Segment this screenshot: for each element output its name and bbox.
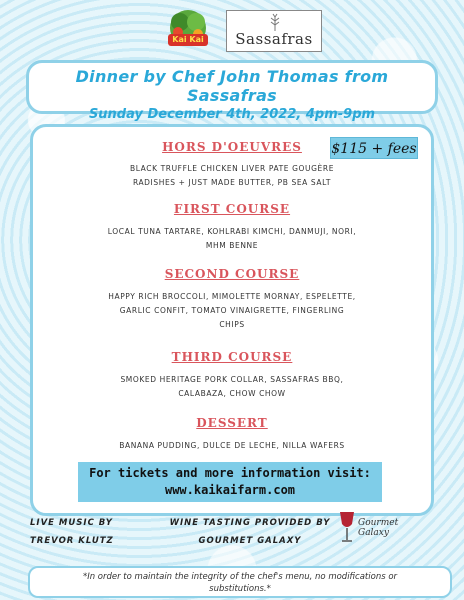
wine-tasting-provider: GOURMET GALAXY: [198, 536, 302, 546]
tickets-banner: [78, 462, 382, 502]
course-title-dessert: DESSERT: [196, 416, 268, 430]
menu-line: SMOKED HERITAGE PORK COLLAR, SASSAFRAS BBQ,: [120, 375, 344, 384]
menu-line: CALABAZA, CHOW CHOW: [178, 389, 286, 398]
course-title-first: FIRST COURSE: [173, 202, 291, 216]
course-items-dessert: [70, 439, 394, 453]
menu-line: HAPPY RICH BROCCOLI, MIMOLETTE MORNAY, ESPELETTE,: [108, 292, 356, 301]
menu-line: MHM BENNE: [205, 241, 259, 250]
course-title-hors-doeuvres: HORS D'OEUVRES: [162, 140, 302, 154]
menu-line: GARLIC CONFIT, TOMATO VINAIGRETTE, FINGERLING: [119, 306, 345, 315]
gourmet-galaxy-logo-text: Gourmet Galaxy: [358, 518, 399, 538]
live-music-credit: [30, 514, 160, 550]
menu-line: LOCAL TUNA TARTARE, KOHLRABI KIMCHI, DANMUJI, NORI,: [107, 227, 357, 236]
course-title-second: SECOND COURSE: [164, 267, 300, 281]
live-music-label: LIVE MUSIC BY: [30, 518, 113, 528]
menu-line: CHIPS: [219, 320, 245, 329]
course-items-second: [70, 290, 394, 332]
disclaimer-text: *In order to maintain the integrity of the chef's menu, no modifications or: [82, 572, 398, 582]
header-logos: [0, 6, 464, 56]
course-items-first: [70, 225, 394, 253]
tickets-website-link[interactable]: www.kaikaifarm.com: [164, 483, 296, 497]
menu-line: BLACK TRUFFLE CHICKEN LIVER PATE GOUGÈRE: [129, 164, 335, 173]
menu-line: BANANA PUDDING, DULCE DE LECHE, NILLA WAFERS: [119, 441, 345, 450]
sassafras-logo: [226, 10, 322, 52]
wine-tasting-credit: [160, 514, 340, 550]
event-title: Dinner by Chef John Thomas from Sassafras: [75, 67, 389, 105]
disclaimer-text-cont: substitutions.*: [209, 584, 271, 594]
wheat-icon: [265, 13, 285, 31]
course-items-third: [70, 373, 394, 401]
course-items-hors-doeuvres: [70, 162, 394, 190]
wine-glass-icon: [336, 508, 358, 548]
sassafras-logo-text: Sassafras: [235, 30, 313, 48]
gourmet-galaxy-logo: [336, 508, 418, 552]
farm-logo-text: Kai Kai: [172, 35, 204, 44]
event-title-box: [26, 60, 438, 122]
course-title-third: THIRD COURSE: [171, 350, 293, 364]
menu-line: RADISHES + JUST MADE BUTTER, PB SEA SALT: [132, 178, 332, 187]
disclaimer-box: [28, 566, 452, 598]
wine-tasting-label: WINE TASTING PROVIDED BY: [169, 518, 331, 528]
tickets-info-text: For tickets and more information visit:: [89, 466, 371, 480]
event-date: Sunday December 4th, 2022, 4pm-9pm: [88, 107, 376, 122]
kai-kai-farm-logo: [162, 8, 214, 52]
live-music-artist: TREVOR KLUTZ: [30, 536, 114, 546]
price-badge: $115 + fees: [330, 137, 418, 159]
